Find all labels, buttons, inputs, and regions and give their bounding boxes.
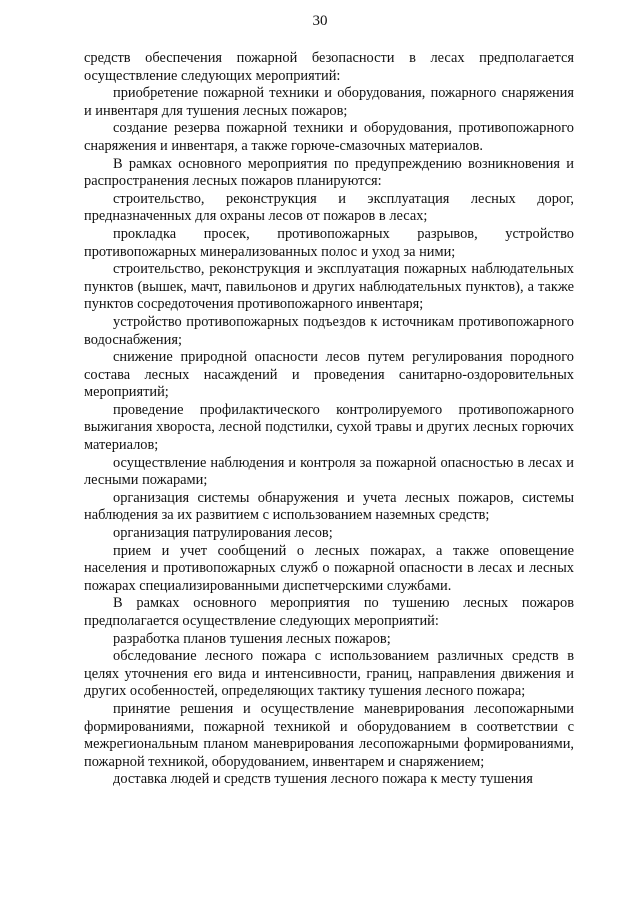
- section-intro-paragraph: В рамках основного мероприятия по предупреждению возникновения и распространения лесных пожаров планируются:: [84, 155, 574, 190]
- list-item-paragraph: прокладка просек, противопожарных разрывов, устройство противопожарных минерализованных полос и уход за ними;: [84, 225, 574, 260]
- document-body: [84, 50, 574, 789]
- list-item-paragraph: приобретение пожарной техники и оборудования, пожарного снаряжения и инвентаря для тушения лесных пожаров;: [84, 85, 574, 119]
- paragraph-continuation: средств обеспечения пожарной безопасности в лесах предполагается осуществление следующих мероприятий:: [84, 50, 574, 84]
- list-item-paragraph: обследование лесного пожара с использованием различных средств в целях уточнения его вида и интенсивности, границ, направления движения и других особенностей, определяющих тактику тушения лесного пожара;: [84, 648, 574, 700]
- list-item-paragraph: организация патрулирования лесов;: [113, 525, 333, 542]
- list-item-paragraph: снижение природной опасности лесов путем регулирования породного состава лесных насаждений и проведения санитарно-оздоровительных мероприятий;: [84, 349, 574, 401]
- list-item-paragraph: принятие решения и осуществление маневрирования лесопожарными формированиями, пожарной техникой и оборудованием в соответствии с межрегиональным планом маневрирования лесопожарными формированиями, пожарной техникой, оборудованием, инвентарем и снаряжением;: [84, 700, 574, 770]
- list-item-paragraph: осуществление наблюдения и контроля за пожарной опасностью в лесах и лесными пожарами;: [84, 454, 574, 489]
- list-item-paragraph: проведение профилактического контролируемого противопожарного выжигания хвороста, лесной подстилки, сухой травы и других лесных горючих материалов;: [84, 401, 574, 454]
- section-intro-paragraph: В рамках основного мероприятия по тушению лесных пожаров предполагается осуществление следующих мероприятий:: [84, 595, 574, 629]
- list-item-paragraph: доставка людей и средств тушения лесного пожара к месту тушения: [113, 771, 533, 788]
- list-item-paragraph: строительство, реконструкция и эксплуатация пожарных наблюдательных пунктов (вышек, мачт, павильонов и других наблюдательных пунктов), а также пунктов сосредоточения противопожарного инвентаря;: [84, 261, 574, 313]
- list-item-paragraph: прием и учет сообщений о лесных пожарах, а также оповещение населения и противопожарных служб о пожарной опасности в лесах и лесных пожарах специализированными диспетчерскими службами.: [84, 542, 574, 594]
- list-item-paragraph: создание резерва пожарной техники и оборудования, противопожарного снаряжения и инвентаря, а также горюче-смазочных материалов.: [84, 120, 574, 154]
- page-number: 30: [312, 13, 328, 29]
- list-item-paragraph: устройство противопожарных подъездов к источникам противопожарного водоснабжения;: [84, 313, 574, 348]
- list-item-paragraph: строительство, реконструкция и эксплуатация лесных дорог, предназначенных для охраны лесов от пожаров в лесах;: [84, 190, 574, 225]
- list-item-paragraph: разработка планов тушения лесных пожаров;: [113, 630, 391, 647]
- list-item-paragraph: организация системы обнаружения и учета лесных пожаров, системы наблюдения за их развитием с использованием наземных средств;: [84, 489, 574, 524]
